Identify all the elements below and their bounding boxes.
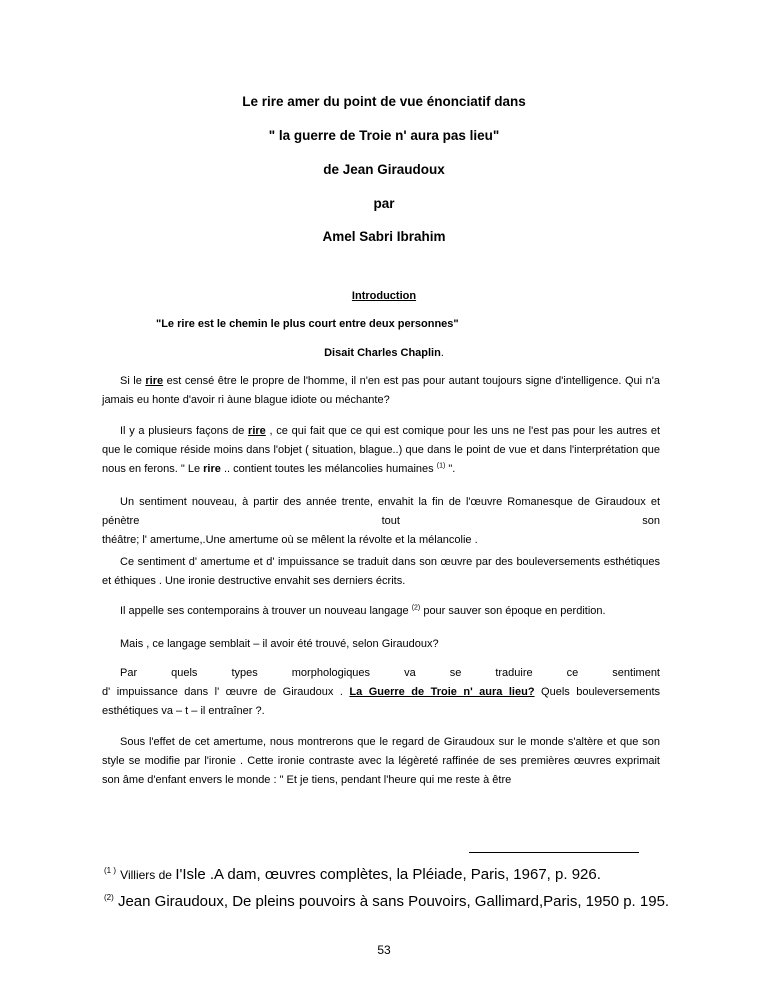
footnote-separator: [469, 852, 639, 853]
title-line-par: par: [373, 196, 395, 211]
paragraph-2: [102, 422, 660, 479]
p2-text-c: , ce qui fait que ce qui est comique pour les uns ne l'est pas pour les autres et que le comique réside moins dans l'objet ( situation, blague..) que dans le point de vue et dans l'interprétation que nous en ferons. " Le: [102, 425, 661, 475]
paragraph-4: Ce sentiment d' amertume et d' impuissance se traduit dans son œuvre par des bouleversements esthétiques et éthiques . Une ironie destructive envahit ses derniers écrits.: [102, 556, 660, 587]
footnote-1-text: I'Isle .A dam, œuvres complètes, la Pléiade, Paris, 1967, p. 926.: [175, 866, 601, 883]
title-line-2: " la guerre de Troie n' aura pas lieu": [268, 128, 500, 143]
p1-text-a: Si le: [120, 375, 146, 387]
p3-line-1: Un sentiment nouveau, à partir des année trente, envahit la fin de l'œuvre Romanesque de Giraudoux et pénètre tout son: [102, 496, 660, 527]
intro-heading-text: Introduction: [351, 290, 417, 302]
intro-heading: [0, 290, 768, 302]
p3-line-2: théâtre; l' amertume,.Une amertume où se mêlent la révolte et la mélancolie .: [102, 534, 478, 546]
p7-rest: [102, 683, 660, 721]
author-name: Amel Sabri Ibrahim: [322, 229, 446, 244]
p2-rire-underlined: rire: [248, 425, 266, 437]
footnote-1-mark: (1 ): [104, 866, 116, 875]
quote-attribution: [0, 347, 768, 359]
footnote-ref-1: (1): [436, 462, 446, 470]
footnote-2-text: Jean Giraudoux, De pleins pouvoirs à sans Pouvoirs, Gallimard,Paris, 1950 p. 195.: [117, 893, 670, 910]
paragraph-6: Mais , ce langage semblait – il avoir été trouvé, selon Giraudoux?: [120, 638, 439, 650]
paragraph-1: [102, 372, 660, 410]
p1-rire-underlined: rire: [145, 375, 164, 387]
intro-quote: "Le rire est le chemin le plus court entre deux personnes": [156, 318, 459, 330]
title-line-1: Le rire amer du point de vue énonciatif dans: [242, 94, 526, 109]
p2-text-a: Il y a plusieurs façons de: [120, 425, 249, 437]
page-number: 53: [377, 943, 391, 957]
p7-line-1: Par quels types morphologiques va se traduire ce sentiment: [120, 667, 660, 679]
footnote-ref-2: (2): [411, 604, 421, 612]
paragraph-7: [102, 664, 660, 721]
footnote-2: [104, 893, 669, 910]
p1-text-c: est censé être le propre de l'homme, il n'en est pas pour autant toujours signe d'intelligence. Qui n'a jamais eu honte d'avoir ri àune blague idiote ou méchante?: [102, 375, 660, 406]
footnote-2-mark: (2): [104, 893, 114, 902]
footnote-1-small: Villiers de: [120, 868, 176, 882]
p5-text-a: Il appelle ses contemporains à trouver un nouveau langage: [120, 605, 412, 617]
attribution-end: .: [440, 347, 444, 359]
paragraph-5: [102, 602, 660, 621]
p5-text-b: pour sauver son époque en perdition.: [420, 605, 606, 617]
p2-rire-bold: rire: [203, 463, 221, 475]
attribution-bold: Disait Charles Chaplin: [324, 347, 441, 359]
footnote-1: [104, 866, 601, 883]
paragraph-8: Sous l'effet de cet amertume, nous montrerons que le regard de Giraudoux sur le monde s'altère et que son style se modifie par l'ironie . Cette ironie contraste avec la légèreté raffinée de ses premières œuvres exprimait son âme d'enfant envers le monde : " Et je tiens, pendant l'heure qui me reste à être: [102, 736, 660, 786]
p7-text-a: d' impuissance dans l' œuvre de Giraudoux .: [102, 686, 350, 698]
paragraph-3: [102, 493, 660, 550]
p7-text-c: Quels bouleversements esthétiques va – t – il entraîner ?.: [102, 686, 661, 717]
p2-text-f: ".: [445, 463, 456, 475]
p2-text-e: .. contient toutes les mélancolies humaines: [220, 463, 437, 475]
p7-play-title: La Guerre de Troie n' aura lieu?: [349, 686, 535, 698]
title-line-3: de Jean Giraudoux: [323, 162, 445, 177]
